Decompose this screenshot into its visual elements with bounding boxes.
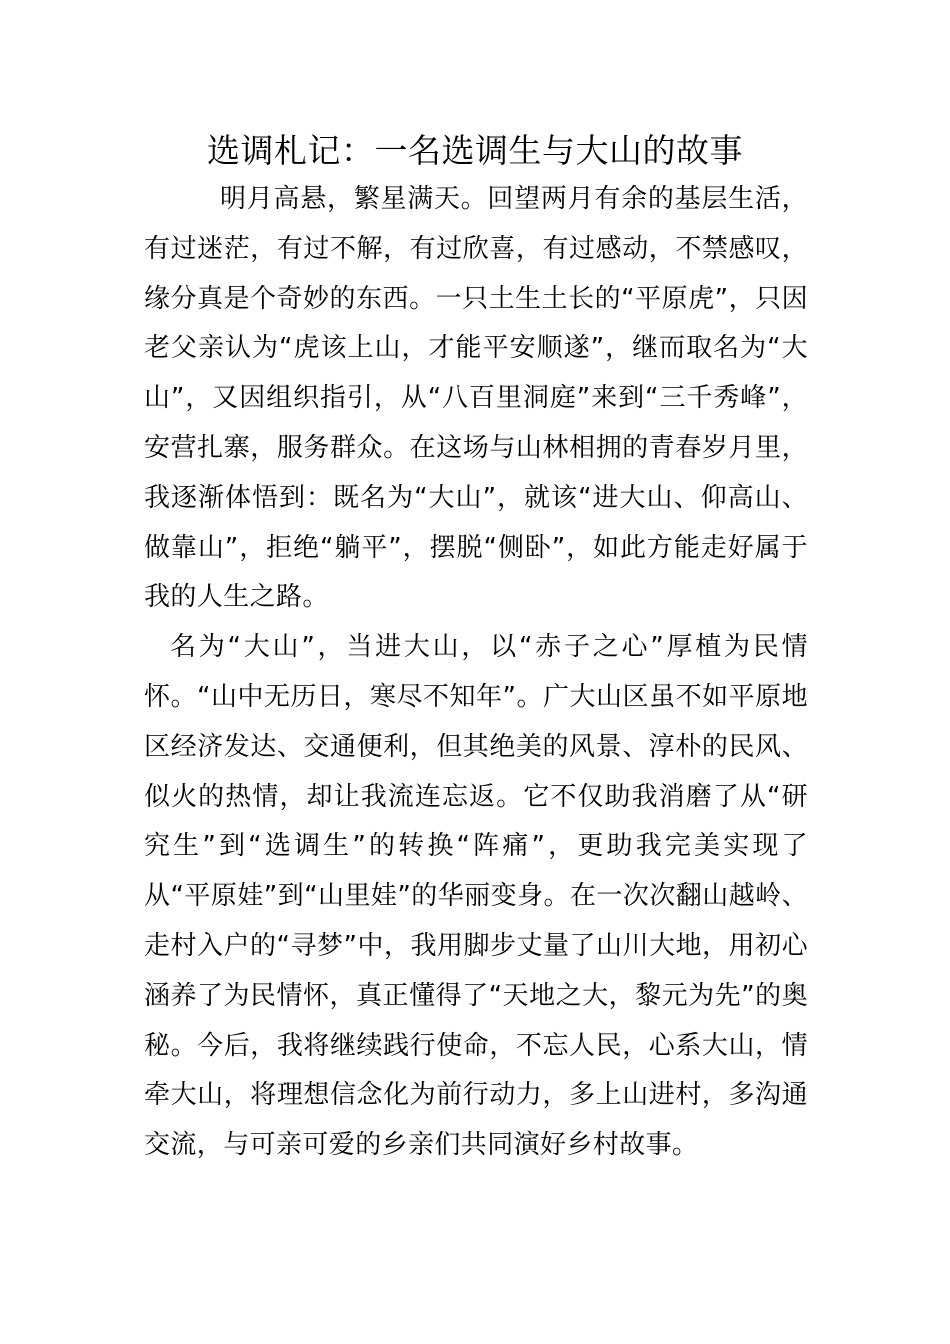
document-title: 选调札记：一名选调生与大山的故事: [207, 131, 743, 170]
paragraph-1: 明月高悬，繁星满天。回望两月有余的基层生活，有过迷茫，有过不解，有过欣喜，有过感动，不禁感叹，缘分真是个奇妙的东西。一只土生土长的“平原虎”，只因老父亲认为“虎该上山，才能平安顺遂”，继而取名为“大山”，又因组织指引，从“八百里洞庭”来到“三千秀峰”，安营扎寨，服务群众。在这场与山林相拥的青春岁月里，我逐渐体悟到：既名为“大山”，就该“进大山、仰高山、做靠山”，拒绝“躺平”，摆脱“侧卧”，如此方能走好属于我的人生之路。: [144, 184, 808, 613]
document-body: [144, 175, 808, 1171]
paragraph-2: 名为“大山”，当进大山，以“赤子之心”厚植为民情怀。“山中无历日，寒尽不知年”。广大山区虽不如平原地区经济发达、交通便利，但其绝美的风景、淳朴的民风、似火的热情，却让我流连忘返。它不仅助我消磨了从“研究生”到“选调生”的转换“阵痛”，更助我完美实现了从“平原娃”到“山里娃”的华丽变身。在一次次翻山越岭、走村入户的“寻梦”中，我用脚步丈量了山川大地，用初心涵养了为民情怀，真正懂得了“天地之大，黎元为先”的奥秘。今后，我将继续践行使命，不忘人民，心系大山，情牵大山，将理想信念化为前行动力，多上山进村，多沟通交流，与可亲可爱的乡亲们共同演好乡村故事。: [144, 632, 808, 1161]
